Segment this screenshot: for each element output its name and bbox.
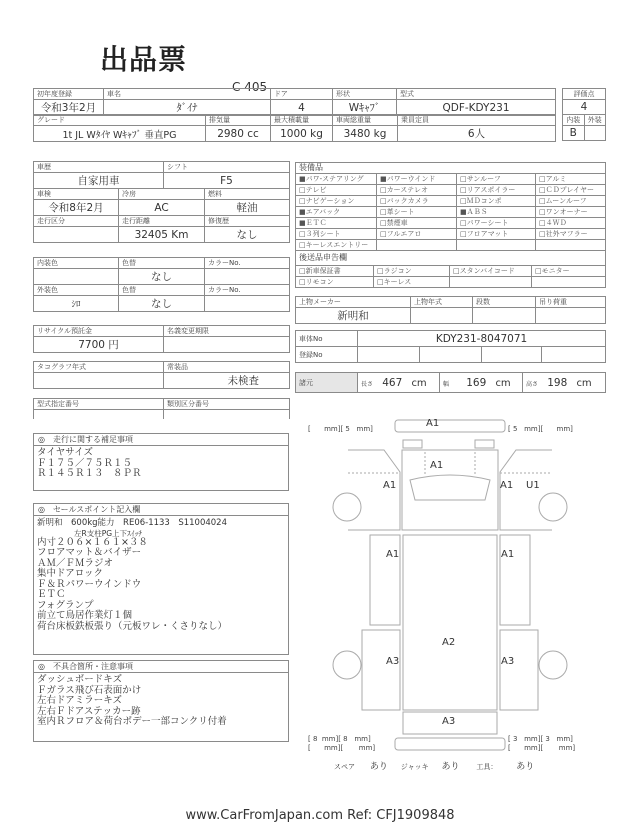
unchecked-box-icon: □: [377, 278, 384, 286]
designation-label: 型式指定番号: [34, 399, 164, 410]
name-change-label: 名義変更期限: [164, 326, 290, 337]
length-label: 長さ: [361, 380, 374, 388]
model-code: QDF-KDY231: [397, 100, 556, 116]
checkbox-label: エアバック: [305, 208, 341, 216]
rear-right-wheel: [539, 651, 567, 679]
unchecked-box-icon: □: [539, 208, 546, 216]
windshield: [410, 475, 490, 500]
checkbox-label: テレビ: [305, 186, 327, 194]
body-year-label: 上物年式: [411, 297, 473, 308]
tacho-label: タコグラフ年式: [34, 362, 164, 373]
spare-value: あり: [369, 762, 388, 772]
unchecked-box-icon: □: [539, 219, 546, 227]
checkbox-label: パワーウインド: [386, 175, 436, 183]
fuel: 軽油: [205, 200, 290, 216]
mark-right-door: A1: [501, 549, 515, 560]
model-label: 型式: [397, 89, 556, 100]
checkbox-label: アルミ: [545, 175, 567, 183]
width-unit: cm: [495, 377, 511, 389]
standard-equipment: 未検査: [164, 373, 290, 389]
unchecked-box-icon: □: [299, 197, 306, 205]
unchecked-box-icon: □: [299, 241, 306, 249]
mark-rear: A3: [442, 716, 456, 727]
body-maker: 新明和: [296, 308, 411, 324]
displacement-label: 排気量: [206, 115, 271, 126]
gross-weight-value: 3480: [343, 127, 371, 140]
car-name: ﾀﾞｲﾅ: [104, 100, 271, 116]
stages-label: 段数: [473, 297, 536, 308]
checked-box-icon: ■: [380, 175, 387, 183]
accessories-row: [334, 759, 534, 772]
interior-score: B: [563, 126, 585, 141]
checkbox-label: キーレスエントリー: [305, 241, 369, 249]
unchecked-box-icon: □: [380, 197, 387, 205]
unchecked-box-icon: □: [460, 219, 467, 227]
capacity-label: 乗員定員: [398, 115, 556, 126]
checkbox-label: フロアマット: [466, 230, 509, 238]
checkbox-label: カーステレオ: [386, 186, 428, 194]
mark-front-bumper: A1: [426, 418, 440, 429]
checkbox-label: モニター: [541, 267, 570, 275]
crane-label: 吊り荷重: [536, 297, 606, 308]
checkbox-label: 新車保証書: [305, 267, 341, 275]
left-headlight: [403, 440, 422, 448]
dimensions-label: 諸元: [296, 373, 358, 393]
checkbox-label: ラジコン: [383, 267, 412, 275]
rear-bumper-outline: [395, 738, 505, 750]
checkbox-label: ＥＴＣ: [305, 219, 327, 227]
recycle-fee: 7700 円: [34, 337, 164, 353]
unchecked-box-icon: □: [299, 267, 306, 275]
unchecked-box-icon: □: [299, 230, 306, 238]
unchecked-box-icon: □: [460, 186, 467, 194]
mileage-label: 走行距離: [119, 216, 205, 227]
sales-points-line2: 左R支柱PG上下ｽｲｯﾁ: [74, 528, 143, 538]
checkbox-label: ムーンルーフ: [545, 197, 587, 205]
unchecked-box-icon: □: [539, 175, 546, 183]
footer-reference: www.CarFromJapan.com Ref: CFJ1909848: [185, 808, 455, 823]
ac: AC: [119, 200, 205, 216]
shift: F5: [164, 173, 290, 189]
unchecked-box-icon: □: [380, 208, 387, 216]
length-value: 467: [382, 376, 403, 389]
checked-box-icon: ■: [460, 208, 467, 216]
mark-left-front-fender: A1: [383, 480, 397, 491]
front-bumper-outline: [395, 420, 505, 432]
unchecked-box-icon: □: [539, 230, 546, 238]
unchecked-box-icon: □: [380, 186, 387, 194]
tread-front-left: [ mm][ 5 mm]: [308, 425, 373, 433]
checkbox-label: ＣＤプレイヤー: [545, 186, 594, 194]
tread-rear-left-1: [ 8 mm][ 8 mm]: [308, 735, 371, 743]
driving-notes-label: ◎ 走行に関する補足事項: [34, 434, 288, 446]
tread-rear-right-2: [ mm][ mm]: [508, 744, 576, 752]
unchecked-box-icon: □: [539, 186, 546, 194]
score-label: 評価点: [563, 89, 606, 100]
usage-label: 車歴: [34, 162, 164, 173]
bed-floor: [403, 535, 497, 710]
chassis-label: 車体No: [296, 331, 358, 347]
interior-score-label: 内装: [563, 115, 585, 126]
gross-weight-label: 車両総重量: [333, 115, 398, 126]
width-label: 幅: [443, 380, 450, 388]
equipment-label: 装備品: [296, 163, 606, 174]
checkbox-label: 社外マフラー: [545, 230, 588, 238]
checkbox-label: 禁煙車: [386, 219, 408, 227]
sales-points-text: 内寸２０６×１６１×３８ フロアマット＆バイザー ＡＭ／ＦＭラジオ 集中ドアロック Ｆ＆Ｒパワーウインドウ ＥＴＣ フォグランプ 前立て鳥居作業灯１個 荷台床板鉄板張り（元板ワレ・くさりなし）: [37, 536, 228, 632]
height-value: 198: [547, 376, 568, 389]
sheet-title: 出品票: [100, 43, 188, 76]
grade-label: グレード: [34, 115, 206, 126]
mark-bed: A2: [442, 637, 456, 648]
chassis-number: KDY231-8047071: [358, 331, 606, 347]
displacement-value: 2980: [217, 127, 244, 140]
width-value: 169: [466, 376, 487, 389]
spare-label: スペア: [334, 763, 355, 771]
lot-number: C 405: [232, 80, 268, 94]
capacity: 6人: [398, 126, 556, 142]
unchecked-box-icon: □: [380, 219, 387, 227]
standard-equipment-label: 常装品: [164, 362, 290, 373]
unchecked-box-icon: □: [453, 267, 460, 275]
first-reg-label: 初年度登録: [34, 89, 104, 100]
first-reg: 令和3年2月: [34, 100, 104, 116]
registration-label: 登録No: [296, 347, 358, 363]
checkbox-label: ３列シート: [305, 230, 341, 238]
defects-text: ダッシュボードキズ Ｆガラス飛び石表面かけ 左右ドアミラーキズ 左右Ｆドアステッカー跡 室内Ｒフロア＆荷台ボデー一部コンクリ付着: [37, 674, 227, 727]
displacement-unit: cc: [247, 127, 259, 140]
checkbox-label: ナビゲーション: [305, 197, 355, 205]
tread-rear-left-2: [ mm][ mm]: [308, 744, 376, 752]
inspection: 令和8年2月: [34, 200, 119, 216]
checkbox-label: サンルーフ: [466, 175, 501, 183]
jack-value: あり: [441, 762, 460, 772]
door-label: ドア: [271, 89, 333, 100]
fuel-label: 燃料: [205, 189, 290, 200]
left-bed-side: [362, 630, 400, 710]
unchecked-box-icon: □: [460, 230, 467, 238]
interior-change-label: 色替: [119, 258, 205, 269]
height-unit: cm: [576, 377, 592, 389]
interior-color-no-label: カラーNo.: [205, 258, 290, 269]
class-number-label: 類別区分番号: [164, 399, 290, 410]
usage: 自家用車: [34, 173, 164, 189]
checkbox-label: 革シート: [386, 208, 415, 216]
driving-notes-text: タイヤサイズ Ｆ１７５／７５Ｒ１５ Ｒ１４５Ｒ１３ ８ＰＲ: [37, 447, 142, 479]
checked-box-icon: ■: [299, 208, 306, 216]
unchecked-box-icon: □: [299, 186, 306, 194]
body-shape: Wｷｬﾌﾞ: [333, 100, 397, 116]
sales-points-line1: 新明和 600kg能力 RE06-1133 S11004024: [37, 518, 227, 528]
cab-outline: [402, 450, 498, 530]
gross-weight-unit: kg: [373, 127, 387, 140]
ac-label: 冷房: [119, 189, 205, 200]
checkbox-label: キーレス: [383, 278, 412, 286]
right-bed-side: [500, 630, 538, 710]
interior-change: なし: [119, 269, 205, 285]
rear-left-wheel: [333, 651, 361, 679]
body-maker-label: 上物メーカー: [296, 297, 411, 308]
tread-rear-right-1: [ 3 mm][ 3 mm]: [508, 735, 573, 743]
checkbox-label: ４ＷＤ: [545, 219, 567, 227]
checkbox-label: ＡＢＳ: [466, 208, 488, 216]
mark-right-front-fender-2: U1: [526, 480, 540, 491]
shift-label: シフト: [164, 162, 290, 173]
checkbox-label: フルエアロ: [386, 230, 422, 238]
mileage: 32405 Km: [119, 227, 205, 243]
unchecked-box-icon: □: [377, 267, 384, 275]
inspection-label: 車検: [34, 189, 119, 200]
repair-label: 修復歴: [205, 216, 290, 227]
exterior-color-label: 外装色: [34, 285, 119, 296]
mark-right-rear: A3: [501, 656, 515, 667]
checkbox-label: パワ-ステアリング: [305, 175, 364, 183]
mark-left-rear: A3: [386, 656, 400, 667]
exterior-change-label: 色替: [119, 285, 205, 296]
unchecked-box-icon: □: [299, 278, 306, 286]
unchecked-box-icon: □: [460, 175, 467, 183]
door-count: 4: [271, 100, 333, 116]
max-load-value: 1000: [280, 127, 307, 140]
defects-label: ◎ 不具合箇所・注意事項: [34, 661, 288, 673]
checkbox-label: リモコン: [305, 278, 334, 286]
mark-left-door: A1: [386, 549, 400, 560]
checkbox-label: ＭＤコンポ: [466, 197, 502, 205]
unchecked-box-icon: □: [380, 230, 387, 238]
mileage-class-label: 走行区分: [34, 216, 119, 227]
exterior-score-label: 外装: [584, 115, 606, 126]
height-label: 高さ: [526, 380, 539, 388]
repair-history: なし: [205, 227, 290, 243]
car-name-label: 車名: [104, 89, 271, 100]
jack-label: ジャッキ: [400, 763, 429, 771]
checkbox-label: バックカメラ: [386, 197, 429, 205]
unchecked-box-icon: □: [539, 197, 546, 205]
unchecked-box-icon: □: [460, 197, 467, 205]
length-unit: cm: [411, 377, 427, 389]
right-headlight: [475, 440, 494, 448]
mark-right-front-fender: A1: [500, 480, 514, 491]
checkbox-label: リアスポイラー: [466, 186, 516, 194]
mark-hood: A1: [430, 460, 444, 471]
tools-value: あり: [516, 762, 535, 772]
exterior-color-no-label: カラーNo.: [205, 285, 290, 296]
recycle-label: リサイクル預託金: [34, 326, 164, 337]
interior-color-label: 内装色: [34, 258, 119, 269]
front-left-wheel: [333, 493, 361, 521]
tools-label: 工具：: [476, 763, 498, 771]
shape-label: 形状: [333, 89, 397, 100]
checkbox-label: ワンオーナー: [545, 208, 588, 216]
unchecked-box-icon: □: [535, 267, 542, 275]
max-load-unit: kg: [310, 127, 323, 140]
checked-box-icon: ■: [299, 219, 306, 227]
grade: 1t JL Wﾀｲﾔ Wｷｬﾌﾞ 垂直PG: [34, 126, 206, 142]
max-load-label: 最大積載量: [271, 115, 333, 126]
sales-points-label: ◎ セールスポイント記入欄: [34, 504, 288, 516]
exterior-change: なし: [119, 296, 205, 312]
score-value: 4: [563, 100, 606, 115]
checkbox-label: スタンバイコード: [459, 267, 515, 275]
front-right-wheel: [539, 493, 567, 521]
tread-front-right: [ 5 mm][ mm]: [508, 425, 573, 433]
checked-box-icon: ■: [299, 175, 306, 183]
followup-label: 後送品申告欄: [296, 251, 606, 266]
exterior-color: ｼﾛ: [34, 296, 119, 312]
checkbox-label: パワーシート: [466, 219, 509, 227]
